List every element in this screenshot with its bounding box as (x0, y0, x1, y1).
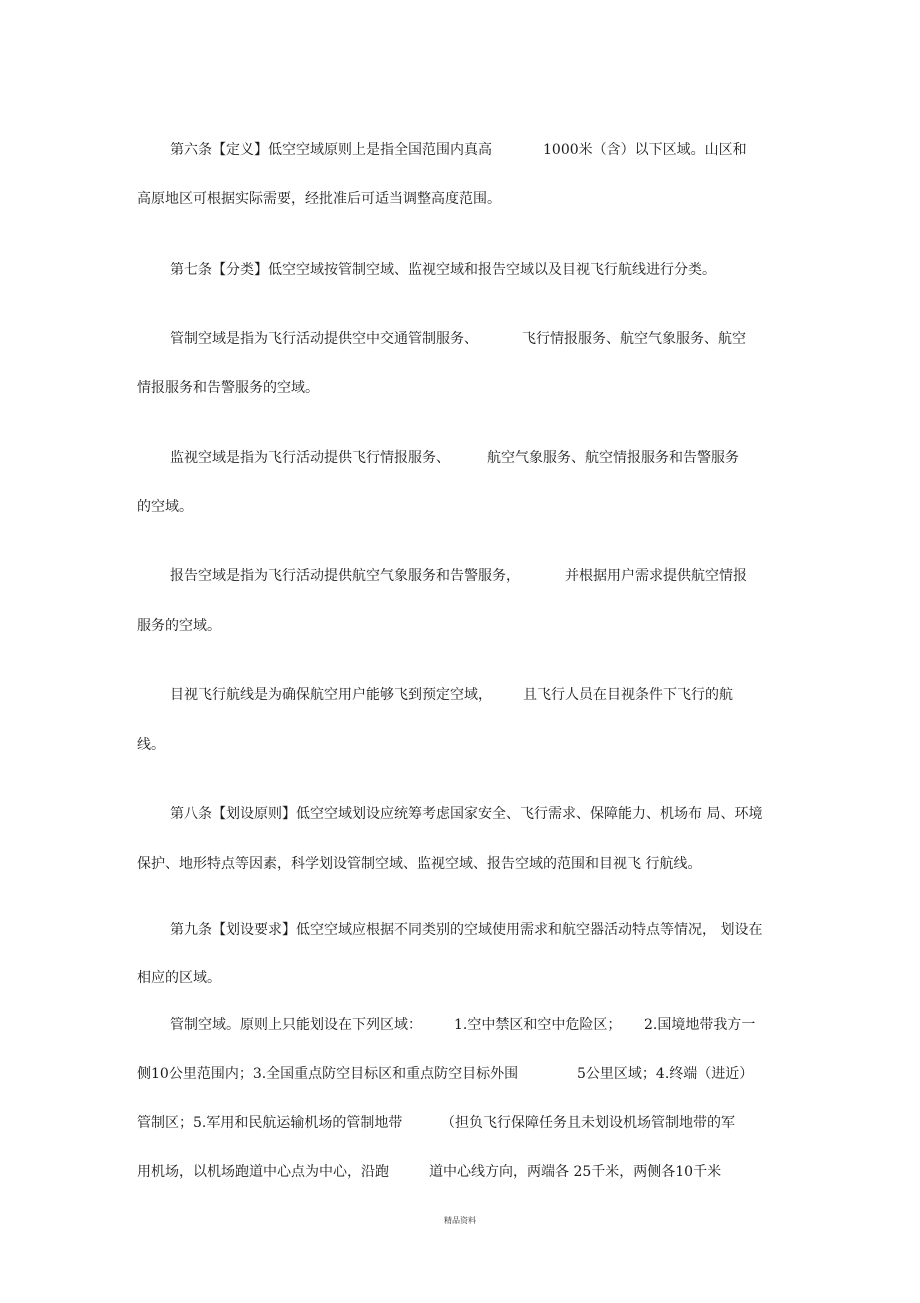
vfr-route-line-1 (170, 686, 733, 704)
controlled-airspace-text: 管制空域是指为飞行活动提供空中交通管制服务、 (170, 331, 478, 347)
vfr-route-line-2: 线。 (137, 737, 165, 753)
article-6-line-2: 高原地区可根据实际需要，经批准后可适当调整高度范围。 (137, 191, 501, 207)
controlled-areas-line-4 (137, 1163, 722, 1181)
controlled-areas-line-1 (170, 1016, 756, 1034)
controlled-areas-text: 1.空中禁区和空中危险区； (454, 1017, 622, 1033)
controlled-airspace-text: 飞行情报服务、航空气象服务、航空 (522, 331, 746, 347)
controlled-airspace-line-2: 情报服务和告警服务的空域。 (137, 380, 319, 396)
article-8-line-2: 保护、地形特点等因素，科学划设管制空域、监视空域、报告空域的范围和目视飞 行航线。 (137, 856, 702, 872)
controlled-areas-text: 用机场，以机场跑道中心点为中心，沿跑 (137, 1164, 389, 1180)
vfr-route-text: 目视飞行航线是为确保航空用户能够飞到预定空域， (170, 687, 492, 703)
report-airspace-line-1 (170, 567, 747, 585)
surveillance-airspace-line-1 (170, 449, 739, 467)
vfr-route-text: 且飞行人员在目视条件下飞行的航 (523, 687, 733, 703)
controlled-areas-text: 5公里区域；4.终端（进近） (577, 1066, 754, 1082)
report-airspace-text: 报告空域是指为飞行活动提供航空气象服务和告警服务， (170, 568, 520, 584)
article-9-line-1: 第九条【划设要求】低空空域应根据不同类别的空域使用需求和航空器活动特点等情况， 划设在 (170, 922, 763, 938)
surveillance-airspace-text: 航空气象服务、航空情报服务和告警服务 (487, 450, 739, 466)
report-airspace-line-2: 服务的空域。 (137, 618, 221, 634)
controlled-areas-text: 2.国境地带我方一 (644, 1017, 756, 1033)
controlled-areas-line-3 (137, 1114, 735, 1132)
article-9-line-2: 相应的区域。 (137, 970, 221, 986)
article-6-line-1 (170, 141, 747, 159)
article-6-text: 第六条【定义】低空空域原则上是指全国范围内真高 (170, 142, 492, 158)
controlled-areas-line-2 (137, 1065, 754, 1083)
controlled-areas-text: （担负飞行保障任务且未划设机场管制地带的军 (441, 1115, 735, 1131)
article-8-line-1: 第八条【划设原则】低空空域划设应统筹考虑国家安全、飞行需求、保障能力、机场布 局、环境 (170, 806, 763, 822)
surveillance-airspace-line-2: 的空域。 (137, 499, 193, 515)
controlled-areas-text: 道中心线方向，两端各 25千米，两侧各10千米 (429, 1164, 722, 1180)
article-6-text: 1000米（含）以下区域。山区和 (543, 142, 747, 158)
surveillance-airspace-text: 监视空域是指为飞行活动提供飞行情报服务、 (170, 450, 450, 466)
page-footer: 精品资料 (444, 1216, 476, 1225)
controlled-areas-text: 管制空域。原则上只能划设在下列区域： (170, 1017, 422, 1033)
article-7-line-1: 第七条【分类】低空空域按管制空域、监视空域和报告空域以及目视飞行航线进行分类。 (170, 262, 716, 278)
controlled-areas-text: 管制区；5.军用和民航运输机场的管制地带 (137, 1115, 403, 1131)
controlled-areas-text: 侧10公里范围内；3.全国重点防空目标区和重点防空目标外围 (137, 1066, 519, 1082)
controlled-airspace-line-1 (170, 330, 746, 348)
report-airspace-text: 并根据用户需求提供航空情报 (565, 568, 747, 584)
